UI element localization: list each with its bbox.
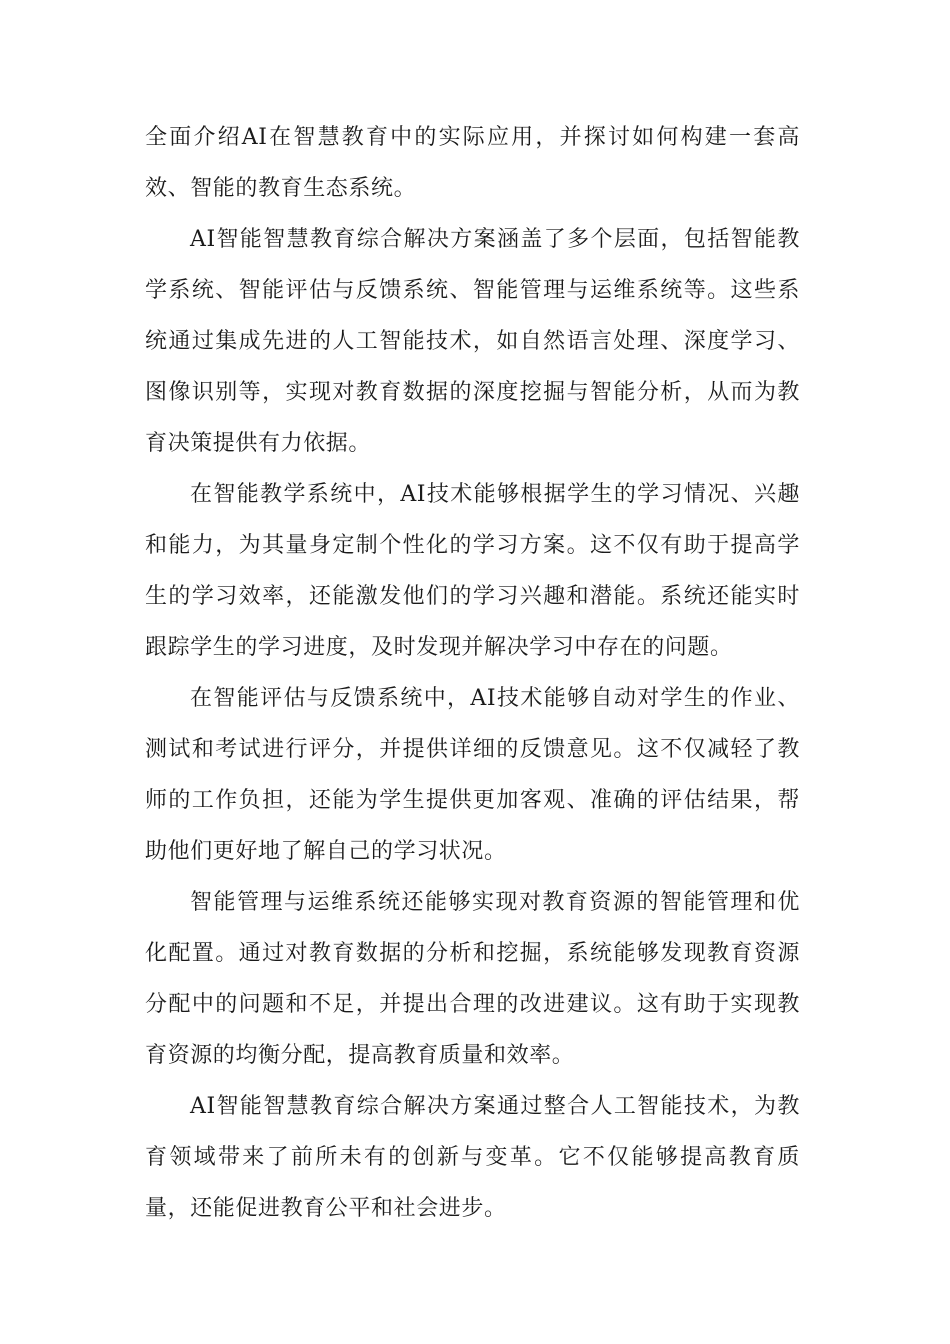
- paragraph-4: 在智能评估与反馈系统中，AI技术能够自动对学生的作业、测试和考试进行评分，并提供详细的反馈意见。这不仅减轻了教师的工作负担，还能为学生提供更加客观、准确的评估结果，帮助他们更好地了解自己的学习状况。: [145, 686, 800, 864]
- paragraph-1: 全面介绍AI在智慧教育中的实际应用，并探讨如何构建一套高效、智能的教育生态系统。: [145, 125, 800, 201]
- document-body: [145, 112, 800, 1234]
- paragraph-2: AI智能智慧教育综合解决方案涵盖了多个层面，包括智能教学系统、智能评估与反馈系统、智能管理与运维系统等。这些系统通过集成先进的人工智能技术，如自然语言处理、深度学习、图像识别等，实现对教育数据的深度挖掘与智能分析，从而为教育决策提供有力依据。: [145, 227, 800, 456]
- paragraph-3: 在智能教学系统中，AI技术能够根据学生的学习情况、兴趣和能力，为其量身定制个性化的学习方案。这不仅有助于提高学生的学习效率，还能激发他们的学习兴趣和潜能。系统还能实时跟踪学生的学习进度，及时发现并解决学习中存在的问题。: [145, 482, 800, 660]
- paragraph-5: 智能管理与运维系统还能够实现对教育资源的智能管理和优化配置。通过对教育数据的分析和挖掘，系统能够发现教育资源分配中的问题和不足，并提出合理的改进建议。这有助于实现教育资源的均衡分配，提高教育质量和效率。: [145, 890, 800, 1068]
- paragraph-6: AI智能智慧教育综合解决方案通过整合人工智能技术，为教育领域带来了前所未有的创新与变革。它不仅能够提高教育质量，还能促进教育公平和社会进步。: [145, 1094, 800, 1221]
